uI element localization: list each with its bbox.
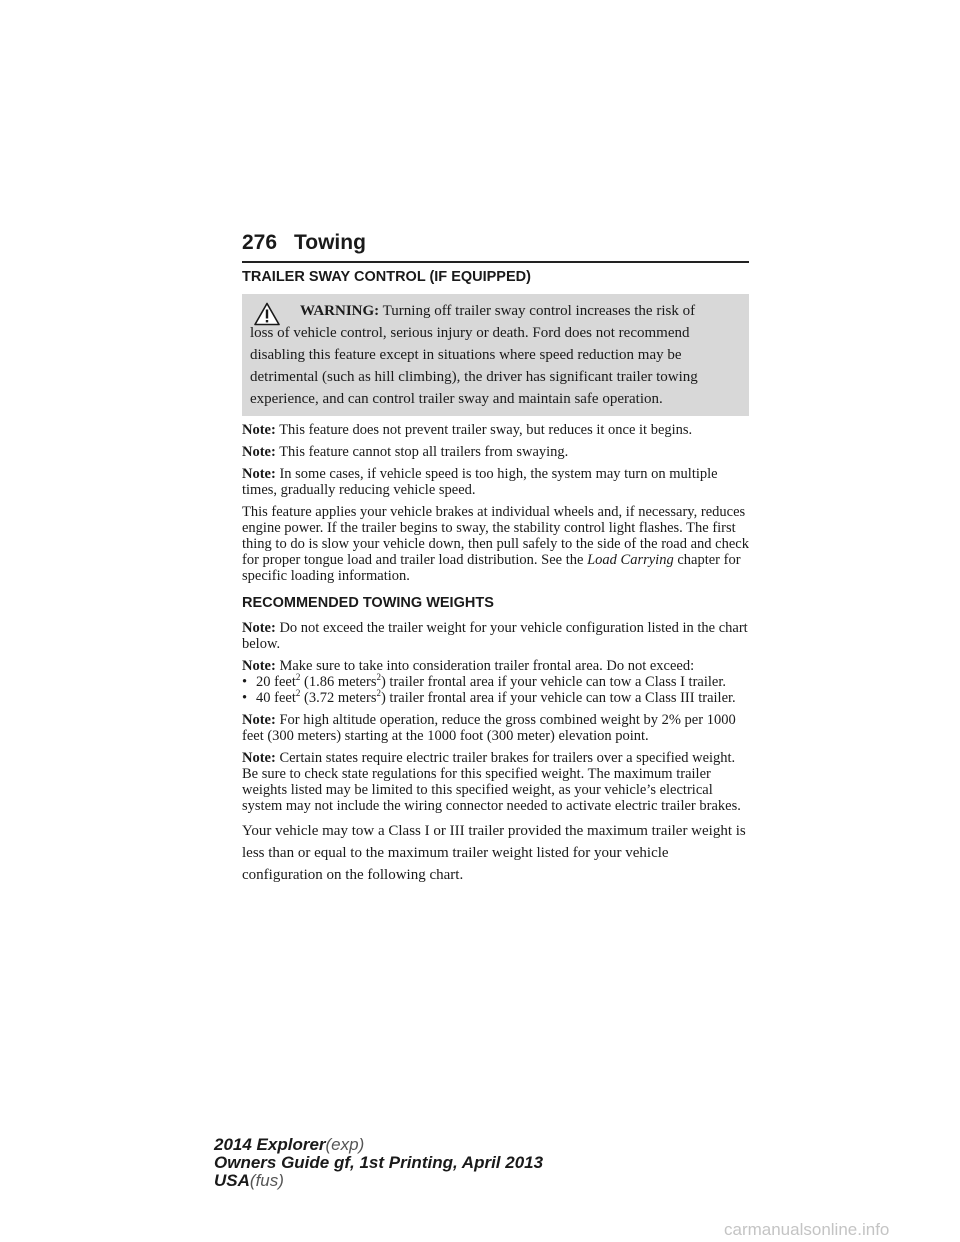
warning-first-line: Turning off trailer sway control increases the risk of: [382, 303, 696, 319]
section-heading-towing-weights: RECOMMENDED TOWING WEIGHTS: [242, 595, 494, 611]
warning-triangle-icon: [254, 302, 280, 326]
footer-line-2: Owners Guide gf, 1st Printing, April 2013: [214, 1153, 544, 1172]
warning-label: WARNING:: [300, 303, 380, 319]
note-label: Note:: [242, 444, 276, 460]
page-number: 276: [242, 231, 278, 254]
page-header: [242, 229, 749, 263]
section-heading-trailer-sway: TRAILER SWAY CONTROL (IF EQUIPPED): [242, 269, 531, 285]
note-text: This feature cannot stop all trailers from swaying.: [279, 444, 569, 460]
note-label: Note:: [242, 658, 276, 674]
note-text: This feature does not prevent trailer sway, but reduces it once it begins.: [279, 422, 693, 438]
note-paragraph: [242, 712, 749, 744]
note-label: Note:: [242, 712, 276, 728]
note-paragraph: [242, 444, 749, 460]
note-text: For high altitude operation, reduce the gross combined weight by 2% per 1000 feet (300 meters) starting at the 1000 foot (300 meter) elevation point.: [242, 712, 736, 744]
footer-line-1: 2014 Explorer(exp): [214, 1135, 365, 1154]
note-label: Note:: [242, 750, 276, 766]
list-item: • 20 feet$^2$ (1.86 meters$^2$) trailer frontal area if your vehicle can tow a Class I trailer.: [242, 672, 726, 690]
note-paragraph: [242, 466, 749, 498]
page-content: [242, 262, 749, 892]
note-label: Note:: [242, 620, 276, 636]
note-text: Do not exceed the trailer weight for your vehicle configuration listed in the chart below.: [242, 620, 748, 652]
document-footer: [214, 1136, 543, 1190]
frontal-area-list: [242, 674, 749, 706]
warning-text: [250, 300, 741, 410]
warning-rest: loss of vehicle control, serious injury or death. Ford does not recommend disabling this feature except in situations where speed reduction may be detrimental (such as hill climbing), the driver has significant trailer towing experience, and can control trailer sway and maintain safe operation.: [250, 325, 698, 407]
chapter-title: Towing: [294, 231, 366, 254]
bullet: •: [242, 674, 248, 690]
list-item: • 40 feet$^2$ (3.72 meters$^2$) trailer frontal area if your vehicle can tow a Class III trailer.: [242, 688, 736, 706]
bullet: •: [242, 690, 248, 706]
note-paragraph: [242, 750, 749, 814]
note-paragraph: [242, 658, 749, 674]
load-carrying-reference: Load Carrying: [587, 552, 674, 568]
closing-paragraph: Your vehicle may tow a Class I or III trailer provided the maximum trailer weight is less than or equal to the maximum trailer weight listed for your vehicle configuration on the following chart.: [242, 823, 746, 883]
watermark: carmanualsonline.info: [724, 1220, 890, 1239]
note-text: In some cases, if vehicle speed is too high, the system may turn on multiple times, gradually reducing vehicle speed.: [242, 466, 718, 498]
warning-box: [242, 294, 749, 416]
note-paragraph: [242, 620, 749, 652]
body-paragraph: This feature applies your vehicle brakes at individual wheels and, if necessary, reduces engine power. If the trailer begins to sway, the stability control light flashes. The first thing to do is slow your vehicle down, then pull safely to the side of the road and check for proper tongue load and trailer load distribution. See the Load Carrying chapter for specific loading information.: [242, 504, 749, 584]
footer-line-3: USA(fus): [214, 1171, 284, 1190]
note-label: Note:: [242, 422, 276, 438]
note-paragraph: [242, 422, 749, 438]
note-label: Note:: [242, 466, 276, 482]
note-text: Certain states require electric trailer brakes for trailers over a specified weight. Be sure to check state regulations for this specified weight. The maximum trailer weights listed may be limited to this specified weight, as your vehicle’s electrical system may not include the wiring connector needed to activate electric trailer brakes.: [242, 750, 741, 814]
note-text: Make sure to take into consideration trailer frontal area. Do not exceed:: [279, 658, 695, 674]
